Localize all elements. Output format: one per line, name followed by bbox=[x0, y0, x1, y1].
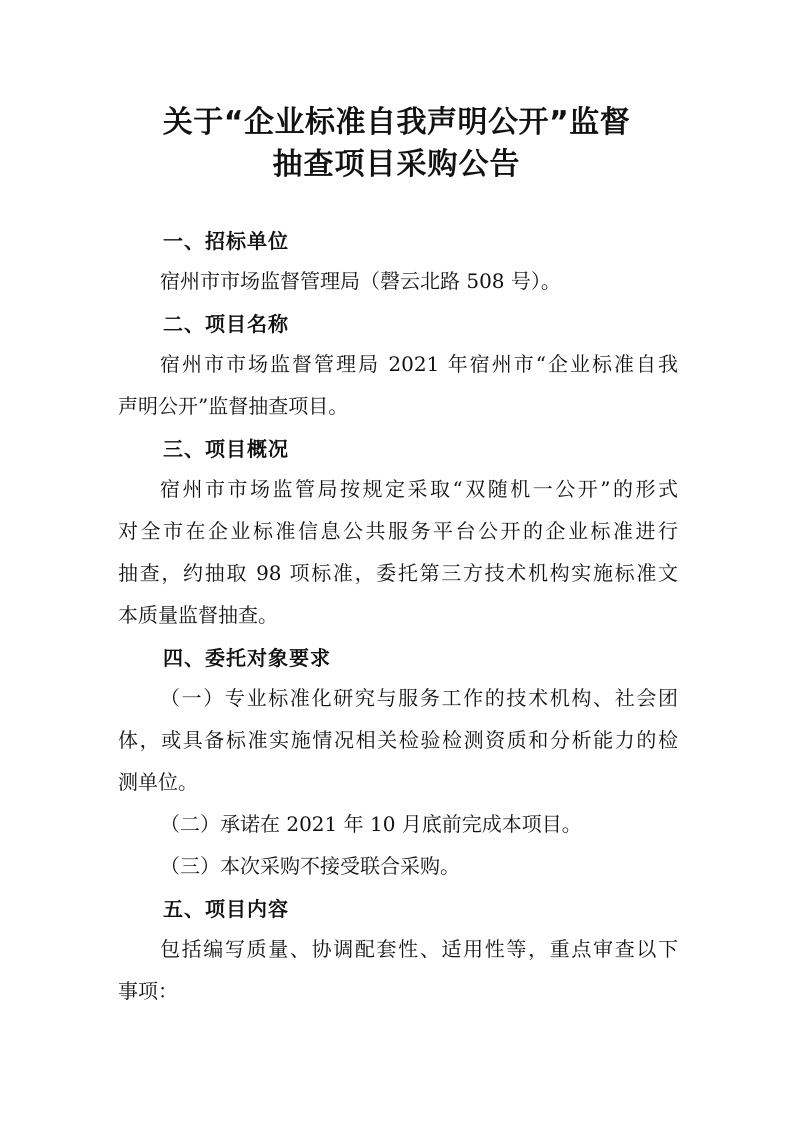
section-body-overview bbox=[118, 468, 678, 636]
section-heading-content: 五、项目内容 bbox=[163, 897, 289, 921]
section-body-requirements bbox=[118, 677, 678, 887]
paragraph-line: 宿州市市场监督管理局（磬云北路 508 号）。 bbox=[160, 269, 561, 293]
paragraph-line: 对全市在企业标准信息公共服务平台公开的企业标准进行 bbox=[118, 519, 678, 543]
section-body-content bbox=[118, 928, 678, 1012]
section-heading-requirements: 四、委托对象要求 bbox=[163, 646, 331, 670]
section-heading-overview: 三、项目概况 bbox=[163, 437, 289, 461]
document-title-line-1: 关于“企业标准自我声明公开”监督 bbox=[162, 105, 631, 140]
paragraph-line: 本质量监督抽查。 bbox=[118, 603, 278, 627]
paragraph-line: 宿州市市场监督管理局 2021 年宿州市“企业标准自我 bbox=[160, 352, 678, 376]
section-heading-bidder: 一、招标单位 bbox=[163, 229, 289, 253]
section-body-bidder bbox=[118, 260, 678, 302]
requirement-line: 体，或具备标准实施情况相关检验检测资质和分析能力的检 bbox=[118, 728, 678, 752]
paragraph-line: 抽查，约抽取 98 项标准，委托第三方技术机构实施标准文 bbox=[118, 561, 678, 585]
section-body-project-name bbox=[118, 343, 678, 427]
paragraph-line: 声明公开”监督抽查项目。 bbox=[118, 394, 349, 418]
requirement-item-2: （二）承诺在 2021 年 10 月底前完成本项目。 bbox=[160, 812, 582, 836]
requirement-line: 测单位。 bbox=[118, 770, 198, 794]
paragraph-line: 宿州市市场监管局按规定采取“双随机一公开”的形式 bbox=[160, 477, 678, 501]
requirement-line: （一）专业标准化研究与服务工作的技术机构、社会团 bbox=[160, 686, 678, 710]
paragraph-line: 事项： bbox=[118, 979, 178, 1003]
document-title-line-2: 抽查项目采购公告 bbox=[272, 147, 521, 182]
paragraph-line: 包括编写质量、协调配套性、适用性等，重点审查以下 bbox=[160, 937, 678, 961]
section-heading-project-name: 二、项目名称 bbox=[163, 312, 289, 336]
requirement-item-3: （三）本次采购不接受联合采购。 bbox=[160, 854, 460, 878]
